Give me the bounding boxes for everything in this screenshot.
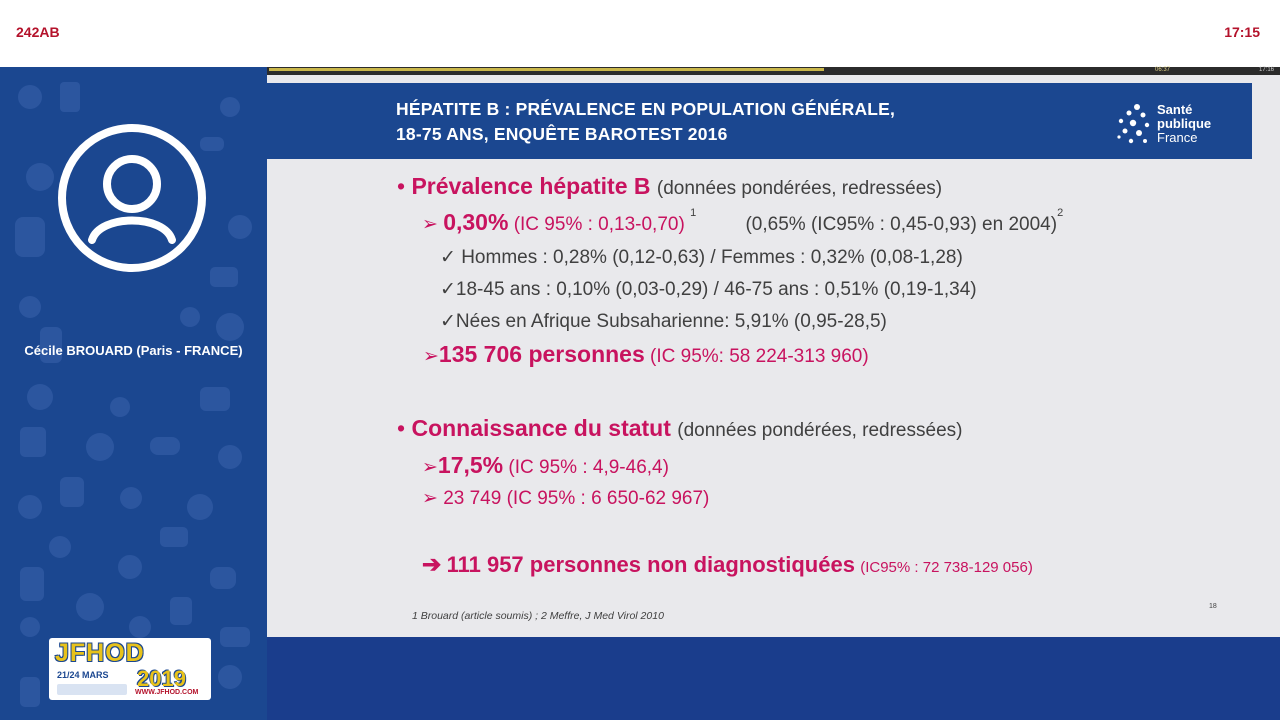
sante-publique-france-logo bbox=[1115, 101, 1239, 149]
sub-persons bbox=[423, 341, 869, 368]
logo-year: 2019 bbox=[137, 666, 186, 691]
check-africa: ✓Nées en Afrique Subsaharienne: 5,91% (0,95-28,5) bbox=[440, 311, 887, 332]
total-time: 17:16 bbox=[1258, 67, 1274, 73]
jfhod-logo bbox=[49, 638, 211, 700]
bullet-marker: • bbox=[397, 415, 406, 441]
slide-title-band bbox=[267, 83, 1252, 159]
clock: 17:15 bbox=[1224, 24, 1260, 40]
sub-known-count bbox=[422, 487, 709, 510]
room-label: 242AB bbox=[16, 24, 60, 40]
top-bar bbox=[0, 0, 1280, 67]
prevalence-value: 0,30% bbox=[443, 209, 509, 235]
speaker-panel bbox=[0, 67, 267, 720]
known-count: 23 749 (IC 95% : 6 650-62 967) bbox=[443, 488, 710, 509]
check-age: ✓18-45 ans : 0,10% (0,03-0,29) / 46-75 ans : 0,51% (0,19-1,34) bbox=[440, 279, 977, 300]
video-progress-fill bbox=[269, 68, 824, 71]
conclusion-arrow: ➔ bbox=[422, 551, 442, 577]
page-number: 18 bbox=[1209, 603, 1217, 610]
slide-title-line2: 18-75 ANS, ENQUÊTE BAROTEST 2016 bbox=[396, 124, 728, 144]
sante-publique-text bbox=[1157, 103, 1211, 145]
logo-partners-strip bbox=[57, 684, 127, 695]
known-ci: (IC 95% : 4,9-46,4) bbox=[508, 457, 669, 478]
elapsed-time: 06:37 bbox=[1155, 67, 1171, 73]
logo-name: JFHOD bbox=[55, 639, 145, 667]
conclusion bbox=[422, 551, 1033, 578]
slide-title-line1: HÉPATITE B : PRÉVALENCE EN POPULATION GÉNÉRALE, bbox=[396, 99, 896, 119]
arrow-marker: ➢ bbox=[423, 346, 439, 367]
prevalence-2004: (0,65% (IC95% : 0,45-0,93) en 2004) bbox=[745, 214, 1058, 235]
speaker-name: Cécile BROUARD (Paris - FRANCE) bbox=[24, 343, 243, 358]
org-line1: Santé bbox=[1157, 102, 1193, 117]
prevalence-2004-ref: 2 bbox=[1057, 207, 1064, 219]
bullet-note: (données pondérées, redressées) bbox=[656, 178, 943, 199]
arrow-marker: ➢ bbox=[422, 488, 438, 509]
conclusion-value: 111 957 personnes non diagnostiquées bbox=[446, 552, 855, 577]
logo-url: WWW.JFHOD.COM bbox=[135, 689, 199, 696]
bullet-prevalence bbox=[397, 173, 942, 200]
bullet-title: Connaissance du statut bbox=[411, 415, 671, 441]
slide-title bbox=[396, 97, 895, 147]
sub-prevalence-value bbox=[422, 209, 1063, 236]
sante-publique-dots-icon bbox=[1115, 101, 1155, 149]
arrow-marker: ➢ bbox=[422, 457, 438, 478]
bullet-title: Prévalence hépatite B bbox=[411, 173, 651, 199]
user-avatar-icon bbox=[56, 122, 208, 274]
conclusion-ci: (IC95% : 72 738-129 056) bbox=[860, 559, 1033, 576]
known-value: 17,5% bbox=[437, 452, 504, 478]
footnote: 1 Brouard (article soumis) ; 2 Meffre, J Med Virol 2010 bbox=[412, 610, 664, 622]
persons-value: 135 706 personnes bbox=[438, 341, 645, 367]
persons-ci: (IC 95%: 58 224-313 960) bbox=[650, 346, 869, 367]
logo-dates: 21/24 MARS bbox=[57, 670, 109, 680]
bottom-band bbox=[267, 637, 1280, 720]
prevalence-ref: 1 bbox=[690, 207, 697, 219]
arrow-marker: ➢ bbox=[422, 214, 438, 235]
org-line2: publique bbox=[1157, 116, 1212, 131]
org-line3: France bbox=[1157, 130, 1198, 145]
bullet-note: (données pondérées, redressées) bbox=[677, 420, 963, 441]
slide bbox=[267, 67, 1280, 637]
video-progress-bar[interactable] bbox=[267, 67, 1280, 75]
check-sex: ✓ Hommes : 0,28% (0,12-0,63) / Femmes : 0,32% (0,08-1,28) bbox=[440, 247, 963, 268]
sub-known-percent bbox=[422, 452, 669, 479]
prevalence-ci: (IC 95% : 0,13-0,70) bbox=[513, 214, 685, 235]
bullet-status bbox=[397, 415, 962, 442]
bullet-marker: • bbox=[397, 173, 406, 199]
